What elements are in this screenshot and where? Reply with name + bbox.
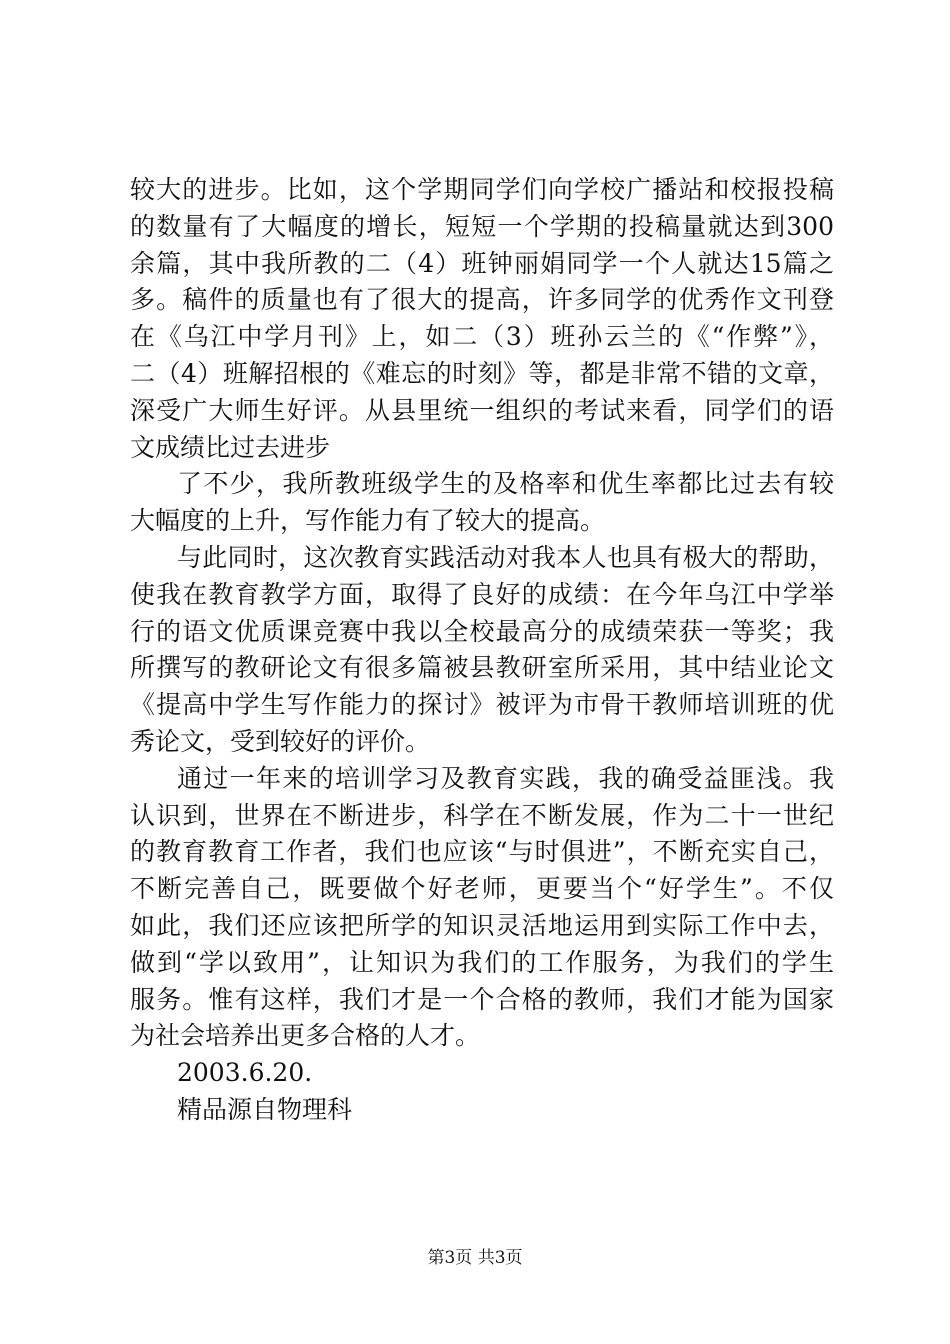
text-line: 在《乌江中学月刊》上，如二（3）班孙云兰的《“作弊”》， [130, 322, 834, 352]
text-line: 为社会培养出更多合格的人才。 [130, 1021, 481, 1051]
text-line: 二（4）班解招根的《难忘的时刻》等，都是非常不错的文章， [130, 358, 834, 388]
source-line: 精品源自物理科 [177, 1094, 353, 1124]
text-line: 较大的进步。比如，这个学期同学们向学校广播站和校报投稿 [130, 175, 834, 204]
text-line: 深受广大师生好评。从县里统一组织的考试来看，同学们的语 [130, 395, 834, 425]
text-line: 行的语文优质课竞赛中我以全校最高分的成绩荣获一等奖；我 [130, 616, 834, 646]
paragraph-start-line: 与此同时，这次教育实践活动对我本人也具有极大的帮助， [177, 542, 834, 572]
text-line: 秀论文，受到较好的评价。 [130, 726, 431, 756]
text-line: 所撰写的教研论文有很多篇被县教研室所采用，其中结业论文 [130, 653, 834, 683]
paragraph-start-line: 了不少，我所教班级学生的及格率和优生率都比过去有较 [177, 469, 834, 499]
text-line: 大幅度的上升，写作能力有了较大的提高。 [130, 506, 606, 536]
text-line: 余篇，其中我所教的二（4）班钟丽娟同学一个人就达15篇之 [130, 248, 834, 278]
text-line: 如此，我们还应该把所学的知识灵活地运用到实际工作中去， [130, 910, 834, 940]
text-line: 不断完善自己，既要做个好老师，更要当个“好学生”。不仅 [130, 874, 834, 904]
text-line: 使我在教育教学方面，取得了良好的成绩：在今年乌江中学举 [130, 579, 834, 609]
page-number-footer: 第3页 共3页 [427, 1248, 523, 1268]
text-line: 服务。惟有这样，我们才是一个合格的教师，我们才能为国家 [130, 984, 834, 1014]
text-line: 《提高中学生写作能力的探讨》被评为市骨干教师培训班的优 [130, 690, 834, 720]
text-line: 认识到，世界在不断进步，科学在不断发展，作为二十一世纪 [130, 800, 834, 830]
document-body [130, 172, 834, 1129]
text-line: 的数量有了大幅度的增长，短短一个学期的投稿量就达到300 [130, 211, 834, 241]
text-line: 文成绩比过去进步 [130, 432, 331, 462]
text-line: 多。稿件的质量也有了很大的提高，许多同学的优秀作文刊登 [130, 285, 834, 315]
paragraph-start-line: 通过一年来的培训学习及教育实践，我的确受益匪浅。我 [177, 763, 834, 793]
text-line: 的教育教育工作者，我们也应该“与时俱进”，不断充实自己， [130, 837, 834, 867]
date-line: 2003.6.20. [177, 1058, 313, 1088]
text-line: 做到“学以致用”，让知识为我们的工作服务，为我们的学生 [130, 947, 834, 977]
